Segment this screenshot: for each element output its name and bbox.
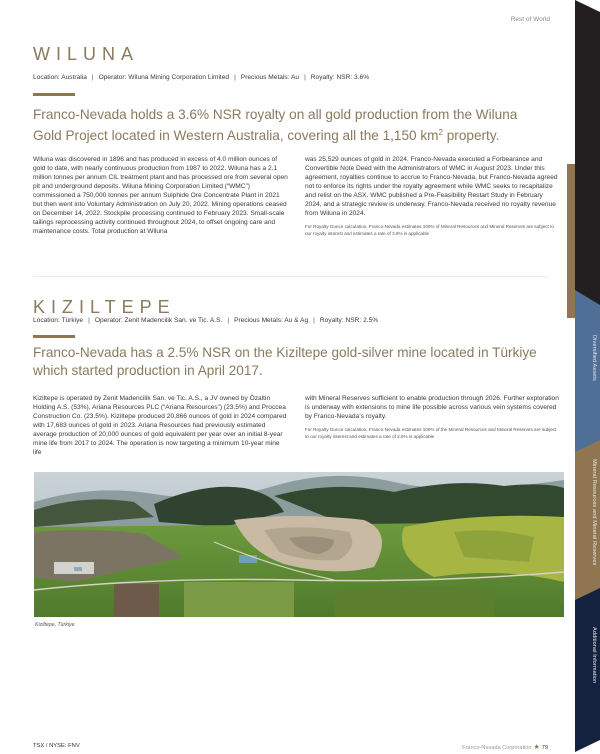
kiziltepe-title: KIZILTEPE <box>33 297 176 317</box>
photo-caption: Kiziltepe, Türkiye <box>35 622 75 628</box>
footer-right <box>462 743 548 751</box>
kiziltepe-body-right: with Mineral Reserves sufficient to enable production through 2026. Further exploration is underway with extensions to mine life possible across various vein systems covered by Franco-Nevada’s royalty. <box>305 395 559 421</box>
wiluna-location: Location: Australia <box>33 74 87 81</box>
wiluna-metals: Precious Metals: Au <box>240 74 300 81</box>
kiziltepe-royalty: Royalty: NSR: 2.5% <box>319 317 379 324</box>
kiziltepe-meta <box>33 317 378 324</box>
separator: | <box>313 317 315 324</box>
separator: | <box>234 74 236 81</box>
wiluna-meta <box>33 74 369 81</box>
kiziltepe-lead: Franco-Nevada has a 2.5% NSR on the Kiziltepe gold-silver mine located in Türkiye which started production in April 2017. <box>33 345 537 378</box>
superscript: 2 <box>438 128 443 137</box>
separator: | <box>88 317 90 324</box>
kiziltepe-operator: Operator: Zenit Madencilik San. ve Tic. A.S. <box>94 317 223 324</box>
wiluna-lead-text-end: property. <box>442 128 500 143</box>
kiziltepe-gold-rule <box>33 335 75 338</box>
footer-ticker: TSX / NYSE: FNV <box>33 743 80 749</box>
kiziltepe-footnote: For Royalty Ounce calculation, Franco-Nevada estimates 100% of the Mineral Resources and Mineral Reserves are subject to our royalty interest and estimates a rate of 2.5% is applicable <box>305 427 557 439</box>
wiluna-gold-rule <box>33 93 75 96</box>
wiluna-royalty: Royalty: NSR: 3.6% <box>310 74 370 81</box>
kiziltepe-metals: Precious Metals: Au & Ag <box>234 317 309 324</box>
tab-diversified-assets[interactable]: Diversified Assets <box>591 335 597 381</box>
side-tab-rail <box>575 0 600 754</box>
tab-additional-information[interactable]: Additional Information <box>591 627 597 684</box>
kiziltepe-mine-photo <box>34 472 564 617</box>
kiziltepe-body-right-col <box>305 394 560 440</box>
wiluna-lead-text: Franco-Nevada holds a 3.6% NSR royalty on all gold production from the Wiluna Gold Project located in Western Australia, covering all the 1,150 km <box>33 107 518 143</box>
section-divider <box>33 276 548 277</box>
wiluna-body-right: was 25,529 ounces of gold in 2024. Franco-Nevada executed a Forbearance and Convertible Note Deed with the Administrators of WMC in August 2023. Under this agreement, royalties continue to accrue to Franco-Nevada, but Franco-Nevada agreed not to enforce its rights under the royalty agreement while WMC seeks to recapitalize and relist on the ASX. WMC published a Pre-Feasibility Restart Study in February 2024, and a strategic review is underway. Franco-Nevada received no royalty revenue from Wiluna in 2024. <box>305 156 558 218</box>
section-header-label: Rest of World <box>510 16 550 23</box>
wiluna-body-right-col <box>305 155 560 237</box>
wiluna-lead <box>33 106 543 145</box>
wiluna-footnote: For Royalty Ounce calculation, Franco-Nevada estimates 100% of Mineral Resources and Mineral Reserves are subject to our royalty interest and estimates a rate of 3.6% is applicable <box>305 224 554 236</box>
kiziltepe-body-left: Kiziltepe is operated by Zenit Madencilik San. ve Tic. A.S., a JV owned by Özaltin Holding A.S. (53%), Ariana Resources PLC (“Ariana Resources”) (23.5%) and Proccea Construction Co. (23.5%). Kiziltepe produced 20,866 ounces of gold in 2024 compared with 17,683 ounces of gold in 2023. Ariana Resources had previously estimated average production of 20,000 ounces of gold equivalent per year over an initial 8-year mine life from 2017 to 2024. The operation is now targeting a minimum 10-year mine life <box>33 395 287 457</box>
separator: | <box>91 74 94 81</box>
separator: | <box>304 74 306 81</box>
star-icon: ★ <box>533 744 540 751</box>
kiziltepe-location: Location: Türkiye <box>33 317 84 324</box>
separator: | <box>227 317 230 324</box>
page-number: 79 <box>541 745 548 751</box>
tab-mineral-resources[interactable]: Mineral Resources and Mineral Reserves <box>591 459 597 566</box>
footer-company: Franco-Nevada Corporation <box>462 745 532 751</box>
wiluna-operator: Operator: Wiluna Mining Corporation Limited <box>98 74 230 81</box>
wiluna-title: WILUNA <box>33 44 140 64</box>
wiluna-body-left: Wiluna was discovered in 1896 and has produced in excess of 4.0 million ounces of gold to date, with nearly continuous production from 1987 to 2022. Wiluna has a 2.1 million tonnes per annum CIL treatment plant and has processed ore from several open pit and underground deposits. Wiluna Mining Corporation Limited (“WMC”) commissioned a 750,000 tonnes per annum Sulphide Ore Concentrate Plant in 2021 but then went into Voluntary Administration on July 20, 2022. Mining operations ceased on December 14, 2022. Stockpile processing continued to February 2023. Small-scale tailings reprocessing activity continued throughout 2024, to offset ongoing care and maintenance costs. Total production at Wiluna <box>33 156 288 236</box>
